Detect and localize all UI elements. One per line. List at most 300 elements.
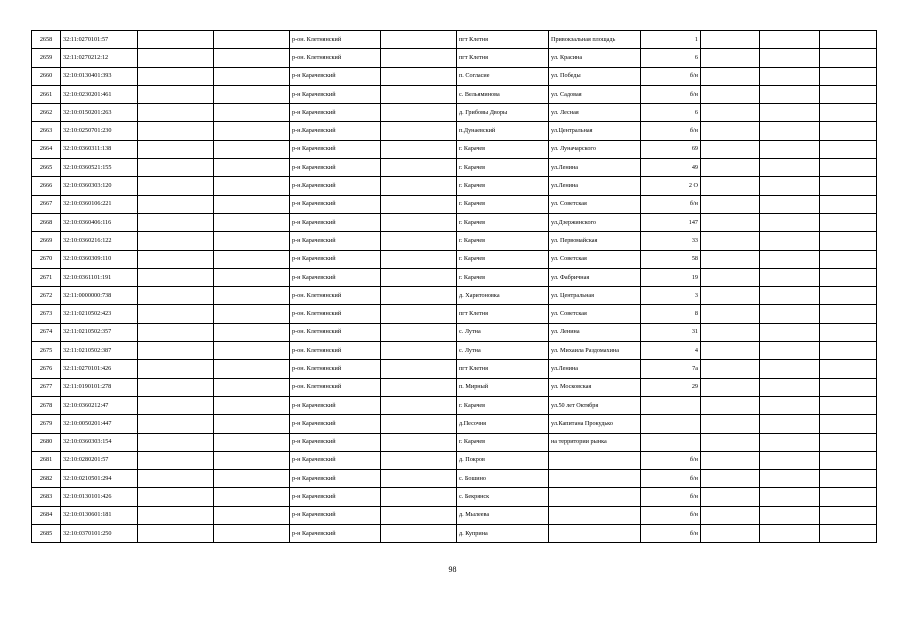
- house-number-cell: 31: [641, 323, 701, 341]
- empty-cell: [214, 323, 290, 341]
- cadastral-number-cell: 32:10:0150201:263: [61, 104, 138, 122]
- empty-cell: [214, 250, 290, 268]
- empty-cell: [760, 305, 820, 323]
- street-cell: ул. Московская: [549, 378, 641, 396]
- locality-cell: д. Грибовы Дворы: [457, 104, 549, 122]
- empty-cell: [760, 323, 820, 341]
- table-row: [32, 104, 877, 122]
- empty-cell: [214, 232, 290, 250]
- locality-cell: п. Согласие: [457, 67, 549, 85]
- empty-cell: [381, 506, 457, 524]
- street-cell: [549, 451, 641, 469]
- empty-cell: [138, 268, 214, 286]
- empty-cell: [820, 177, 877, 195]
- empty-cell: [760, 67, 820, 85]
- table-row: [32, 177, 877, 195]
- empty-cell: [214, 213, 290, 231]
- street-cell: ул. Советская: [549, 195, 641, 213]
- row-number-cell: 2663: [32, 122, 61, 140]
- table-row: [32, 268, 877, 286]
- empty-cell: [138, 433, 214, 451]
- empty-cell: [214, 433, 290, 451]
- empty-cell: [138, 451, 214, 469]
- empty-cell: [381, 122, 457, 140]
- street-cell: Привокзальная площадь: [549, 31, 641, 49]
- house-number-cell: б/н: [641, 506, 701, 524]
- house-number-cell: 69: [641, 140, 701, 158]
- empty-cell: [760, 525, 820, 543]
- empty-cell: [820, 488, 877, 506]
- district-cell: р-н Карачевский: [290, 488, 381, 506]
- house-number-cell: 58: [641, 250, 701, 268]
- table-row: [32, 287, 877, 305]
- empty-cell: [701, 195, 760, 213]
- empty-cell: [214, 415, 290, 433]
- empty-cell: [214, 470, 290, 488]
- cadastral-number-cell: 32:10:0050201:447: [61, 415, 138, 433]
- empty-cell: [138, 104, 214, 122]
- locality-cell: с. Бекрянск: [457, 488, 549, 506]
- row-number-cell: 2677: [32, 378, 61, 396]
- empty-cell: [214, 396, 290, 414]
- row-number-cell: 2678: [32, 396, 61, 414]
- street-cell: ул. Первомайская: [549, 232, 641, 250]
- district-cell: р-н.Карачевский: [290, 122, 381, 140]
- empty-cell: [138, 488, 214, 506]
- street-cell: ул.Ленина: [549, 177, 641, 195]
- table-row: [32, 67, 877, 85]
- empty-cell: [760, 195, 820, 213]
- house-number-cell: 147: [641, 213, 701, 231]
- table-row: [32, 360, 877, 378]
- locality-cell: с. Лутна: [457, 342, 549, 360]
- empty-cell: [138, 213, 214, 231]
- district-cell: р-н Карачевский: [290, 451, 381, 469]
- cadastral-number-cell: 32:10:0360406:116: [61, 213, 138, 231]
- locality-cell: г. Карачев: [457, 268, 549, 286]
- cadastral-number-cell: 32:10:0250701:230: [61, 122, 138, 140]
- empty-cell: [820, 323, 877, 341]
- cadastral-number-cell: 32:11:0270101:426: [61, 360, 138, 378]
- empty-cell: [820, 451, 877, 469]
- cadastral-number-cell: 32:11:0000000:738: [61, 287, 138, 305]
- house-number-cell: [641, 415, 701, 433]
- table-row: [32, 213, 877, 231]
- empty-cell: [820, 104, 877, 122]
- locality-cell: г. Карачев: [457, 250, 549, 268]
- empty-cell: [820, 268, 877, 286]
- row-number-cell: 2664: [32, 140, 61, 158]
- row-number-cell: 2674: [32, 323, 61, 341]
- district-cell: р-н Карачевский: [290, 213, 381, 231]
- cadastral-number-cell: 32:10:0130401:393: [61, 67, 138, 85]
- district-cell: р-н Карачевский: [290, 67, 381, 85]
- empty-cell: [820, 396, 877, 414]
- cadastral-number-cell: 32:10:0360303:154: [61, 433, 138, 451]
- street-cell: ул.Ленина: [549, 360, 641, 378]
- table-row: [32, 140, 877, 158]
- empty-cell: [138, 415, 214, 433]
- locality-cell: пгт Клетня: [457, 305, 549, 323]
- street-cell: ул.50 лет Октября: [549, 396, 641, 414]
- table-row: [32, 159, 877, 177]
- street-cell: ул. Победы: [549, 67, 641, 85]
- district-cell: р-н Карачевский: [290, 232, 381, 250]
- row-number-cell: 2683: [32, 488, 61, 506]
- empty-cell: [381, 360, 457, 378]
- empty-cell: [701, 122, 760, 140]
- street-cell: ул.Центральная: [549, 122, 641, 140]
- empty-cell: [138, 396, 214, 414]
- empty-cell: [381, 49, 457, 67]
- empty-cell: [138, 506, 214, 524]
- table-row: [32, 378, 877, 396]
- empty-cell: [760, 31, 820, 49]
- empty-cell: [701, 140, 760, 158]
- locality-cell: пгт Клетня: [457, 49, 549, 67]
- cadastral-number-cell: 32:11:0270212:12: [61, 49, 138, 67]
- cadastral-number-cell: 32:10:0130101:426: [61, 488, 138, 506]
- empty-cell: [820, 49, 877, 67]
- cadastral-number-cell: 32:10:0360106:221: [61, 195, 138, 213]
- empty-cell: [214, 104, 290, 122]
- empty-cell: [214, 268, 290, 286]
- row-number-cell: 2670: [32, 250, 61, 268]
- cadastral-number-cell: 32:10:0360303:120: [61, 177, 138, 195]
- locality-cell: г. Карачев: [457, 396, 549, 414]
- empty-cell: [138, 323, 214, 341]
- empty-cell: [820, 342, 877, 360]
- empty-cell: [214, 525, 290, 543]
- row-number-cell: 2660: [32, 67, 61, 85]
- empty-cell: [820, 506, 877, 524]
- table-row: [32, 488, 877, 506]
- locality-cell: г. Карачев: [457, 140, 549, 158]
- empty-cell: [214, 159, 290, 177]
- empty-cell: [760, 433, 820, 451]
- district-cell: р-он. Клетнянский: [290, 49, 381, 67]
- empty-cell: [138, 525, 214, 543]
- empty-cell: [381, 104, 457, 122]
- locality-cell: г. Карачев: [457, 433, 549, 451]
- empty-cell: [760, 213, 820, 231]
- empty-cell: [138, 195, 214, 213]
- page-number: 98: [448, 565, 457, 574]
- table-row: [32, 433, 877, 451]
- house-number-cell: 19: [641, 268, 701, 286]
- empty-cell: [214, 360, 290, 378]
- empty-cell: [381, 323, 457, 341]
- street-cell: [549, 506, 641, 524]
- district-cell: р-н Карачевский: [290, 433, 381, 451]
- house-number-cell: [641, 396, 701, 414]
- district-cell: р-н Карачевский: [290, 525, 381, 543]
- empty-cell: [214, 85, 290, 103]
- empty-cell: [760, 140, 820, 158]
- district-cell: р-н.Карачевский: [290, 177, 381, 195]
- street-cell: ул. Красина: [549, 49, 641, 67]
- locality-cell: д. Куприна: [457, 525, 549, 543]
- locality-cell: п.Дунаевский: [457, 122, 549, 140]
- locality-cell: д. Харитоновка: [457, 287, 549, 305]
- empty-cell: [214, 195, 290, 213]
- empty-cell: [138, 31, 214, 49]
- empty-cell: [701, 159, 760, 177]
- empty-cell: [701, 360, 760, 378]
- empty-cell: [138, 378, 214, 396]
- locality-cell: пгт Клетня: [457, 31, 549, 49]
- empty-cell: [820, 232, 877, 250]
- empty-cell: [701, 104, 760, 122]
- empty-cell: [701, 525, 760, 543]
- empty-cell: [381, 305, 457, 323]
- table-row: [32, 506, 877, 524]
- house-number-cell: 6: [641, 104, 701, 122]
- cadastral-number-cell: 32:10:0360521:155: [61, 159, 138, 177]
- empty-cell: [138, 177, 214, 195]
- cadastral-number-cell: 32:10:0130601:181: [61, 506, 138, 524]
- empty-cell: [701, 31, 760, 49]
- row-number-cell: 2666: [32, 177, 61, 195]
- row-number-cell: 2671: [32, 268, 61, 286]
- locality-cell: г. Карачев: [457, 195, 549, 213]
- house-number-cell: б/н: [641, 470, 701, 488]
- empty-cell: [760, 250, 820, 268]
- street-cell: ул.Ленина: [549, 159, 641, 177]
- empty-cell: [820, 31, 877, 49]
- house-number-cell: 8: [641, 305, 701, 323]
- row-number-cell: 2682: [32, 470, 61, 488]
- empty-cell: [760, 506, 820, 524]
- empty-cell: [820, 140, 877, 158]
- locality-cell: д. Мылеева: [457, 506, 549, 524]
- empty-cell: [381, 140, 457, 158]
- district-cell: р-н Карачевский: [290, 140, 381, 158]
- empty-cell: [760, 342, 820, 360]
- district-cell: р-н Карачевский: [290, 268, 381, 286]
- cadastral-number-cell: 32:11:0210502:423: [61, 305, 138, 323]
- empty-cell: [701, 268, 760, 286]
- empty-cell: [701, 305, 760, 323]
- street-cell: ул. Луначарского: [549, 140, 641, 158]
- empty-cell: [760, 232, 820, 250]
- row-number-cell: 2672: [32, 287, 61, 305]
- street-cell: ул.Дзержинского: [549, 213, 641, 231]
- empty-cell: [760, 85, 820, 103]
- empty-cell: [760, 122, 820, 140]
- street-cell: [549, 525, 641, 543]
- house-number-cell: 6: [641, 49, 701, 67]
- empty-cell: [820, 159, 877, 177]
- row-number-cell: 2661: [32, 85, 61, 103]
- empty-cell: [138, 159, 214, 177]
- empty-cell: [701, 49, 760, 67]
- locality-cell: г. Карачев: [457, 232, 549, 250]
- registry-table: [31, 30, 877, 543]
- row-number-cell: 2684: [32, 506, 61, 524]
- empty-cell: [701, 177, 760, 195]
- empty-cell: [701, 213, 760, 231]
- empty-cell: [760, 378, 820, 396]
- empty-cell: [214, 342, 290, 360]
- house-number-cell: б/н: [641, 85, 701, 103]
- empty-cell: [138, 305, 214, 323]
- locality-cell: д.Песочня: [457, 415, 549, 433]
- empty-cell: [820, 287, 877, 305]
- district-cell: р-он. Клетнянский: [290, 31, 381, 49]
- cadastral-number-cell: 32:11:0270101:57: [61, 31, 138, 49]
- empty-cell: [701, 396, 760, 414]
- table-row: [32, 31, 877, 49]
- district-cell: р-н Карачевский: [290, 159, 381, 177]
- cadastral-number-cell: 32:10:0360311:138: [61, 140, 138, 158]
- empty-cell: [820, 67, 877, 85]
- row-number-cell: 2676: [32, 360, 61, 378]
- empty-cell: [820, 433, 877, 451]
- locality-cell: г. Карачев: [457, 213, 549, 231]
- empty-cell: [701, 323, 760, 341]
- row-number-cell: 2669: [32, 232, 61, 250]
- empty-cell: [214, 122, 290, 140]
- empty-cell: [214, 49, 290, 67]
- table-row: [32, 232, 877, 250]
- street-cell: [549, 488, 641, 506]
- table-row: [32, 396, 877, 414]
- empty-cell: [760, 104, 820, 122]
- empty-cell: [701, 287, 760, 305]
- empty-cell: [214, 305, 290, 323]
- empty-cell: [701, 488, 760, 506]
- cadastral-number-cell: 32:10:0360212:47: [61, 396, 138, 414]
- empty-cell: [820, 122, 877, 140]
- empty-cell: [138, 232, 214, 250]
- house-number-cell: б/н: [641, 67, 701, 85]
- empty-cell: [138, 85, 214, 103]
- cadastral-number-cell: 32:10:0360309:110: [61, 250, 138, 268]
- empty-cell: [381, 195, 457, 213]
- empty-cell: [214, 378, 290, 396]
- empty-cell: [381, 31, 457, 49]
- empty-cell: [381, 378, 457, 396]
- cadastral-number-cell: 32:10:0360216:122: [61, 232, 138, 250]
- row-number-cell: 2679: [32, 415, 61, 433]
- street-cell: ул. Советская: [549, 250, 641, 268]
- empty-cell: [381, 342, 457, 360]
- house-number-cell: 29: [641, 378, 701, 396]
- empty-cell: [701, 506, 760, 524]
- row-number-cell: 2675: [32, 342, 61, 360]
- empty-cell: [138, 140, 214, 158]
- empty-cell: [138, 49, 214, 67]
- district-cell: р-он. Клетнянский: [290, 287, 381, 305]
- house-number-cell: 1: [641, 31, 701, 49]
- empty-cell: [381, 525, 457, 543]
- table-row: [32, 49, 877, 67]
- empty-cell: [214, 506, 290, 524]
- empty-cell: [760, 49, 820, 67]
- empty-cell: [381, 177, 457, 195]
- empty-cell: [820, 378, 877, 396]
- empty-cell: [820, 250, 877, 268]
- registry-table-body: [32, 31, 877, 543]
- empty-cell: [214, 67, 290, 85]
- empty-cell: [214, 451, 290, 469]
- table-row: [32, 122, 877, 140]
- empty-cell: [760, 287, 820, 305]
- district-cell: р-он. Клетнянский: [290, 323, 381, 341]
- row-number-cell: 2681: [32, 451, 61, 469]
- empty-cell: [701, 232, 760, 250]
- empty-cell: [760, 451, 820, 469]
- empty-cell: [138, 360, 214, 378]
- locality-cell: г. Карачев: [457, 177, 549, 195]
- empty-cell: [760, 415, 820, 433]
- locality-cell: пгт Клетня: [457, 360, 549, 378]
- empty-cell: [381, 67, 457, 85]
- empty-cell: [138, 342, 214, 360]
- locality-cell: с. Бошино: [457, 470, 549, 488]
- cadastral-number-cell: 32:10:0230201:461: [61, 85, 138, 103]
- empty-cell: [760, 268, 820, 286]
- empty-cell: [820, 195, 877, 213]
- empty-cell: [701, 451, 760, 469]
- district-cell: р-н Карачевский: [290, 195, 381, 213]
- house-number-cell: 4: [641, 342, 701, 360]
- empty-cell: [138, 67, 214, 85]
- empty-cell: [381, 268, 457, 286]
- empty-cell: [214, 287, 290, 305]
- street-cell: ул. Садовая: [549, 85, 641, 103]
- empty-cell: [138, 122, 214, 140]
- cadastral-number-cell: 32:10:0361101:191: [61, 268, 138, 286]
- house-number-cell: б/н: [641, 122, 701, 140]
- empty-cell: [820, 525, 877, 543]
- district-cell: р-н Карачевский: [290, 506, 381, 524]
- house-number-cell: б/н: [641, 195, 701, 213]
- empty-cell: [760, 159, 820, 177]
- locality-cell: г. Карачев: [457, 159, 549, 177]
- empty-cell: [381, 250, 457, 268]
- empty-cell: [701, 250, 760, 268]
- table-row: [32, 451, 877, 469]
- table-row: [32, 323, 877, 341]
- empty-cell: [820, 85, 877, 103]
- cadastral-number-cell: 32:10:0280201:57: [61, 451, 138, 469]
- row-number-cell: 2659: [32, 49, 61, 67]
- row-number-cell: 2668: [32, 213, 61, 231]
- empty-cell: [701, 85, 760, 103]
- empty-cell: [138, 250, 214, 268]
- empty-cell: [381, 488, 457, 506]
- empty-cell: [701, 378, 760, 396]
- empty-cell: [760, 360, 820, 378]
- district-cell: р-он. Клетнянский: [290, 360, 381, 378]
- empty-cell: [138, 470, 214, 488]
- empty-cell: [760, 177, 820, 195]
- empty-cell: [381, 287, 457, 305]
- row-number-cell: 2662: [32, 104, 61, 122]
- district-cell: р-н Карачевский: [290, 396, 381, 414]
- cadastral-number-cell: 32:11:0210502:387: [61, 342, 138, 360]
- empty-cell: [214, 177, 290, 195]
- empty-cell: [701, 67, 760, 85]
- empty-cell: [760, 396, 820, 414]
- row-number-cell: 2658: [32, 31, 61, 49]
- empty-cell: [701, 415, 760, 433]
- table-row: [32, 250, 877, 268]
- locality-cell: с. Вельяминова: [457, 85, 549, 103]
- cadastral-number-cell: 32:11:0190101:278: [61, 378, 138, 396]
